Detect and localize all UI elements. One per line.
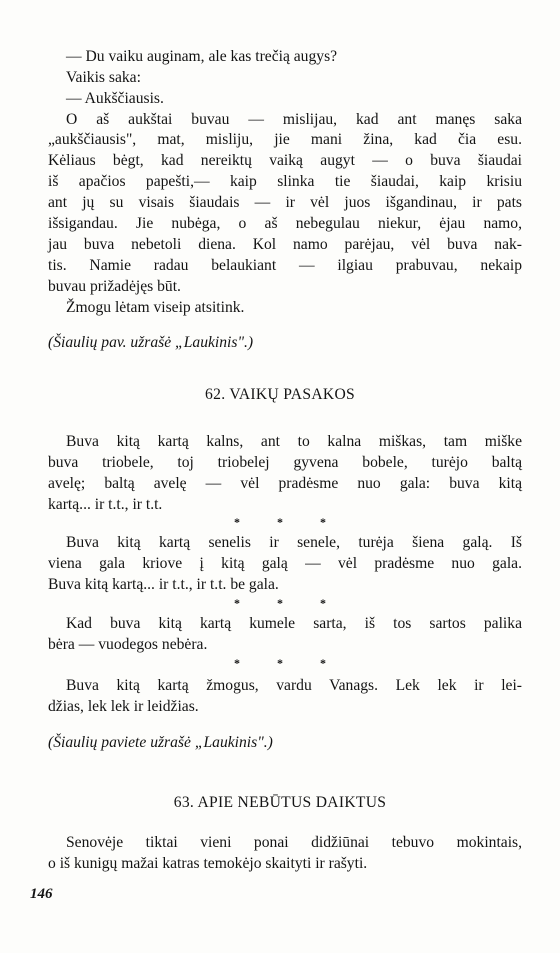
text-line: bėra — vuodegos nebėra. [48, 636, 208, 653]
text-line: o iš kunigų mažai katras temokėjo skaityti ir rašyti. [48, 855, 368, 872]
text-line: Žmogu lėtam viseip atsitink. [66, 299, 245, 316]
text-line: — Du vaiku auginam, ale kas trečią augys? [66, 48, 338, 65]
page-number: 146 [30, 886, 53, 902]
text-line: Buva kitą kartą... ir t.t., ir t.t. be gala. [48, 576, 279, 593]
text-line: kartą... ir t.t., ir t.t. [48, 496, 163, 513]
text-line: buva triobele, toj triobelej gyvena bobele, turėjo baltą [48, 454, 522, 471]
section-heading: 63. APIE NEBŪTUS DAIKTUS [173, 794, 387, 811]
text-line: viena gala kriove į kitą galą — vėl pradėsme nuo gala. [48, 555, 522, 572]
text-line: džias, lek lek ir leidžias. [48, 698, 199, 715]
text-line: ant jų su visais šiaudais — ir vėl juos išgandinau, ir pats [48, 194, 522, 211]
text-line: išsigandau. Jie nubėga, o aš nebegulau niekur, ėjau namo, [48, 215, 522, 232]
text-line: O aš aukštai buvau — mislijau, kad ant manęs saka [66, 111, 522, 128]
text-line: Vaikis saka: [66, 69, 141, 86]
source-note: (Šiaulių pav. užrašė „Laukinis".) [48, 334, 254, 351]
text-line: buvau prižadėjęs būt. [48, 278, 181, 295]
text-line: avelę; baltą avelę — vėl pradėsme nuo gala: buva kitą [48, 475, 522, 492]
separator-stars: * * * [234, 596, 326, 610]
text-line: Kad buva kitą kartą kumele sarta, iš tos sartos palika [66, 615, 522, 632]
text-line: — Aukščiausis. [66, 90, 164, 107]
text-line: Buva kitą kartą kalns, ant to kalna miškas, tam miške [66, 433, 522, 450]
text-line: tis. Namie radau belaukiant — ilgiau prabuvau, nekaip [48, 257, 522, 274]
text-line: Buva kitą kartą žmogus, vardu Vanags. Lek lek ir lei- [66, 677, 522, 694]
text-line: Buva kitą kartą senelis ir senele, turėja šiena galą. Iš [66, 534, 522, 551]
text-line: Kėliaus bėgt, kad nereiktų vaiką augyt — o buva šiaudai [48, 152, 522, 169]
text-line: Senovėje tiktai vieni ponai didžiūnai tebuvo mokintais, [66, 834, 522, 851]
text-line: „aukščiausis", mat, misliju, jie mani žina, kad čia esu. [48, 131, 522, 148]
separator-stars: * * * [234, 515, 326, 529]
section-heading: 62. VAIKŲ PASAKOS [205, 386, 355, 403]
text-line: jau buva nebetoli diena. Kol namo parėjau, vėl buva nak- [48, 236, 522, 253]
separator-stars: * * * [234, 656, 326, 670]
source-note: (Šiaulių paviete užrašė „Laukinis".) [48, 734, 273, 751]
text-line: iš apačios papešti,— kaip slinka tie šiaudai, kaip krisiu [48, 173, 522, 190]
